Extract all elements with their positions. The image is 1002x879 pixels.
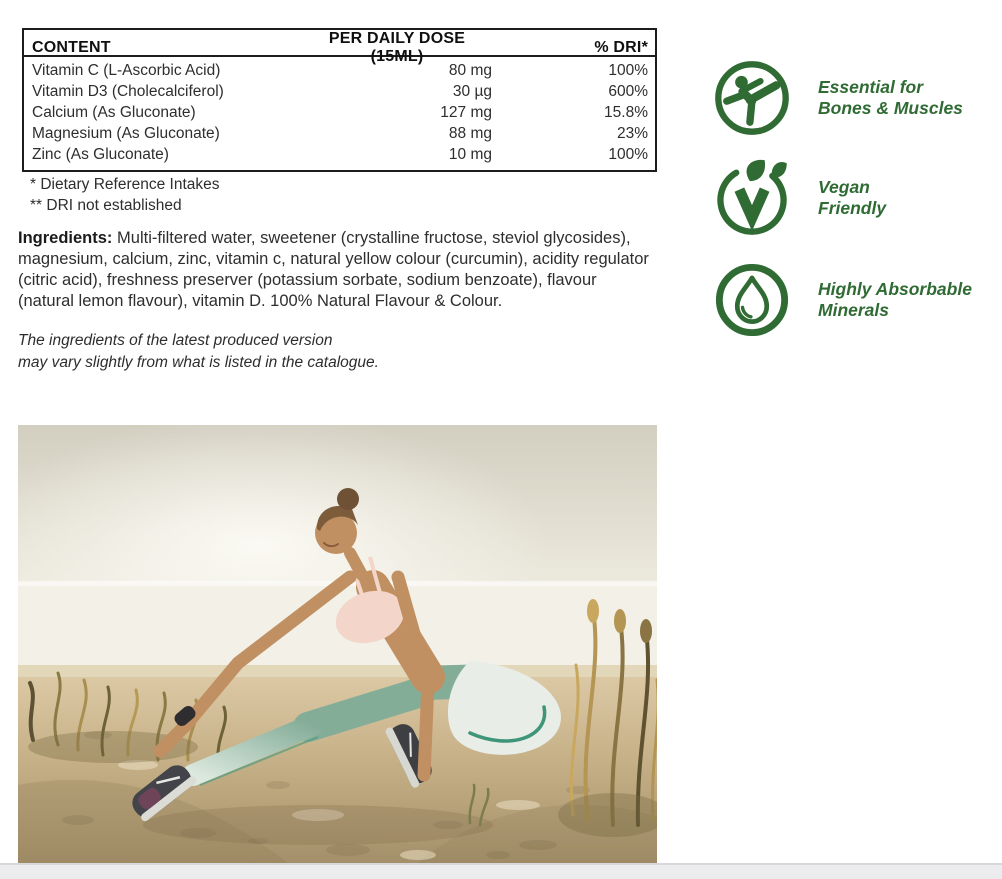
nutrient-dose: 127 mg <box>440 103 492 121</box>
nutrient-dose: 30 µg <box>452 82 492 100</box>
horizontal-scrollbar-track[interactable] <box>0 863 1002 879</box>
nutrient-name: Magnesium (As Gluconate) <box>32 124 220 142</box>
table-row <box>24 60 655 81</box>
ingredients-label: Ingredients: <box>18 229 113 247</box>
table-row <box>24 144 655 165</box>
table-footnotes <box>30 175 220 216</box>
badge-absorbable-minerals <box>712 260 998 340</box>
nutrient-dose: 88 mg <box>448 124 492 142</box>
nutrition-table <box>22 28 657 172</box>
column-header-content: CONTENT <box>32 39 111 56</box>
badge-label: Vegan Friendly <box>818 176 887 218</box>
nutrient-name: Vitamin C (L-Ascorbic Acid) <box>32 61 221 79</box>
badge-label: Essential for Bones & Muscles <box>818 76 963 118</box>
ingredients-line: magnesium, calcium, zinc, vitamin c, natural yellow colour (curcumin), acidity regulator <box>18 250 649 268</box>
column-header-dri: % DRI* <box>594 39 648 56</box>
badge-label: Highly Absorbable Minerals <box>818 278 972 320</box>
badge-vegan-friendly <box>712 158 998 238</box>
water-droplet-icon <box>712 260 792 340</box>
nutrient-name: Zinc (As Gluconate) <box>32 145 169 163</box>
nutrition-table-body <box>24 57 655 170</box>
disclaimer-line: may vary slightly from what is listed in the catalogue. <box>18 353 379 371</box>
table-row <box>24 102 655 123</box>
beach-stretch-photo <box>18 425 657 863</box>
exercise-person-icon <box>712 58 792 138</box>
table-row <box>24 81 655 102</box>
table-row <box>24 123 655 144</box>
nutrient-dri: 600% <box>608 82 648 100</box>
nutrient-name: Vitamin D3 (Cholecalciferol) <box>32 82 224 100</box>
version-disclaimer <box>18 330 379 373</box>
nutrition-table-header <box>24 30 655 65</box>
ingredients-line <box>18 228 678 249</box>
ingredients-paragraph <box>18 228 678 312</box>
nutrient-dri: 23% <box>616 124 648 142</box>
badge-bones-muscles <box>712 58 998 138</box>
ingredients-line: (natural lemon flavour), vitamin D. 100% Natural Flavour & Colour. <box>18 292 503 310</box>
ingredients-text: Multi-filtered water, sweetener (crystalline fructose, steviol glycosides), <box>112 229 631 247</box>
nutrient-dri: 15.8% <box>604 103 648 121</box>
nutrient-dose: 10 mg <box>448 145 492 163</box>
vegan-v-leaf-icon <box>712 158 792 238</box>
footnote-dri: * Dietary Reference Intakes <box>30 176 220 193</box>
nutrient-name: Calcium (As Gluconate) <box>32 103 196 121</box>
photo-sea <box>18 581 657 679</box>
nutrient-dri: 100% <box>608 61 648 79</box>
nutrient-dri: 100% <box>608 145 648 163</box>
disclaimer-line: The ingredients of the latest produced version <box>18 332 333 349</box>
nutrient-dose: 80 mg <box>448 61 492 79</box>
column-header-dose: PER DAILY DOSE (15ML) <box>328 30 466 65</box>
ingredients-line: (citric acid), freshness preserver (potassium sorbate, sodium benzoate), flavour <box>18 271 597 289</box>
footnote-dri-not-established: ** DRI not established <box>30 196 182 214</box>
